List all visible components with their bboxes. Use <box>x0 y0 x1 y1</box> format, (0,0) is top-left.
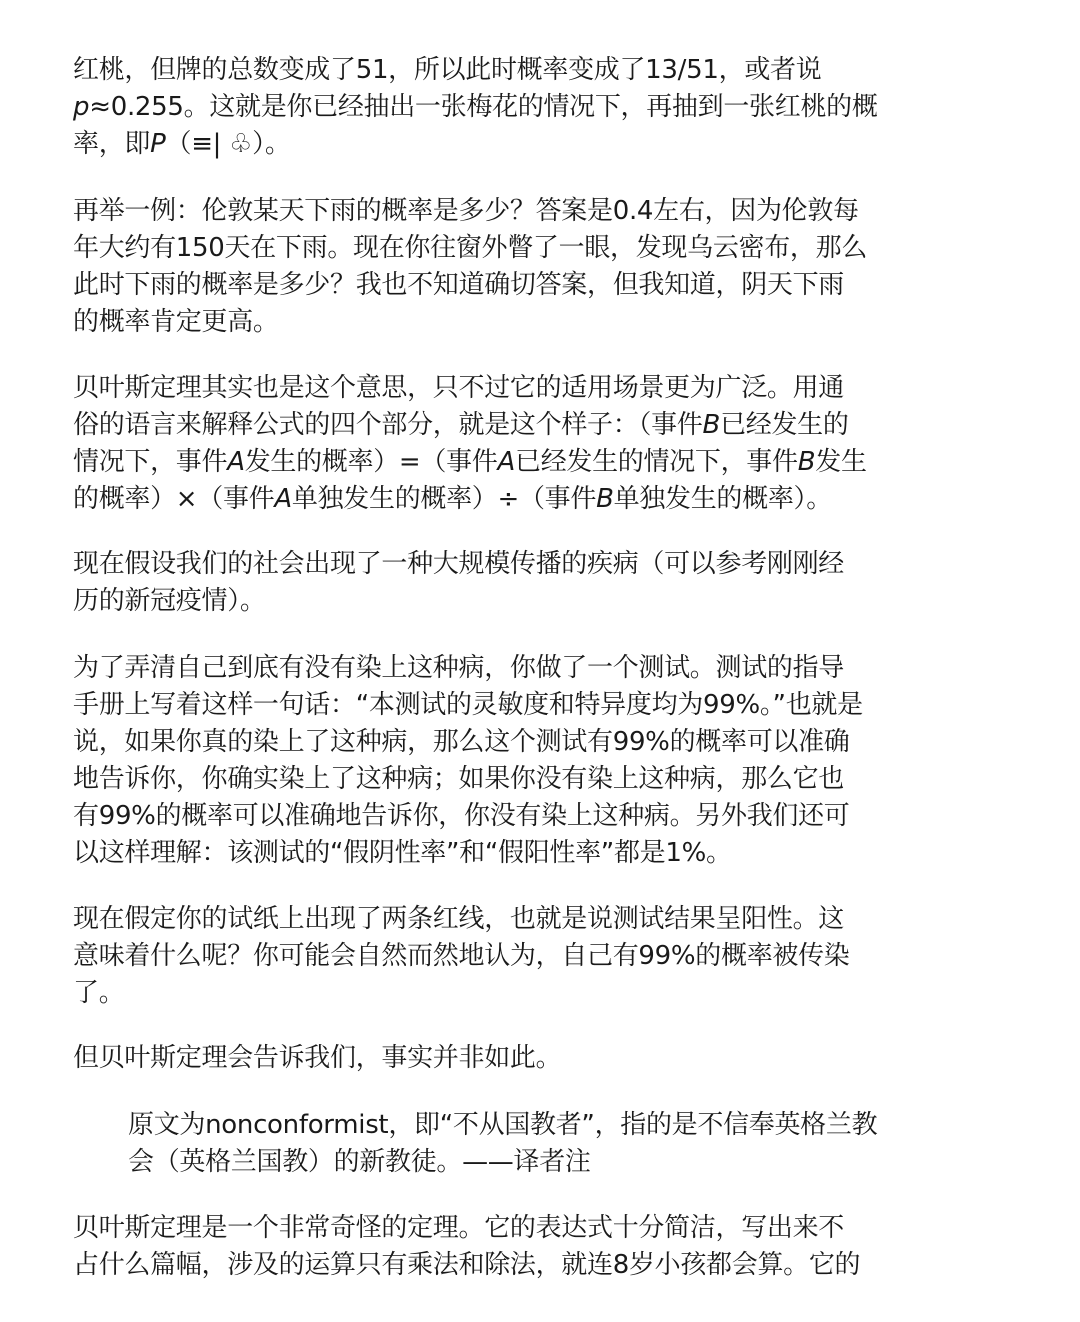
text-line: 贝叶斯定理其实也是这个意思，只不过它的适用场景更为广泛。用通 <box>73 373 845 403</box>
text-line: 现在假设我们的社会出现了一种大规模传播的疾病（可以参考刚刚经 <box>73 549 845 579</box>
text-line: 会（英格兰国教）的新教徒。——译者注 <box>128 1147 591 1177</box>
text-line: 地告诉你，你确实染上了这种病；如果你没有染上这种病，那么它也 <box>73 764 845 794</box>
variable-b: B <box>797 447 816 477</box>
variable-a: A <box>274 484 292 514</box>
text-line: 此时下雨的概率是多少？我也不知道确切答案，但我知道，阴天下雨 <box>73 270 845 300</box>
text-line: 但贝叶斯定理会告诉我们，事实并非如此。 <box>73 1043 562 1073</box>
paragraph-london-rain <box>73 193 973 341</box>
text-line: 了。 <box>73 978 125 1008</box>
text-line: 手册上写着这样一句话：“本测试的灵敏度和特异度均为99%。”也就是 <box>73 690 863 720</box>
variable-a: A <box>497 447 515 477</box>
translator-note <box>128 1107 968 1181</box>
variable-b: B <box>702 410 721 440</box>
paragraph-bayes-strange <box>73 1210 973 1284</box>
variable-a: A <box>227 447 245 477</box>
text-line: 为了弄清自己到底有没有染上这种病，你做了一个测试。测试的指导 <box>73 653 845 683</box>
text-line: 俗的语言来解释公式的四个部分，就是这个样子：（事件B已经发生的 <box>73 410 849 440</box>
text-line: 再举一例：伦敦某天下雨的概率是多少？答案是0.4左右，因为伦敦每 <box>73 196 859 226</box>
text-line: 占什么篇幅，涉及的运算只有乘法和除法，就连8岁小孩都会算。它的 <box>73 1250 861 1280</box>
paragraph-bayes-explanation <box>73 370 973 518</box>
text-line: 以这样理解：该测试的“假阴性率”和“假阳性率”都是1%。 <box>73 838 732 868</box>
text-line: 年大约有150天在下雨。现在你往窗外瞥了一眼，发现乌云密布，那么 <box>73 233 868 263</box>
paragraph-card-probability <box>73 52 973 163</box>
paragraph-test-sensitivity <box>73 650 973 872</box>
text-line: 贝叶斯定理是一个非常奇怪的定理。它的表达式十分简洁，写出来不 <box>73 1213 845 1243</box>
text-line: 的概率）×（事件A单独发生的概率）÷（事件B单独发生的概率）。 <box>73 484 832 514</box>
text-line: 有99%的概率可以准确地告诉你，你没有染上这种病。另外我们还可 <box>73 801 850 831</box>
paragraph-epidemic <box>73 546 973 620</box>
text-line: 的概率肯定更高。 <box>73 307 279 337</box>
variable-p: p <box>73 92 90 122</box>
paragraph-not-so <box>73 1040 973 1077</box>
variable-b: B <box>596 484 614 514</box>
text-line: p≈0.255。这就是你已经抽出一张梅花的情况下，再抽到一张红桃的概 <box>73 92 878 122</box>
text-line: 现在假定你的试纸上出现了两条红线，也就是说测试结果呈阳性。这 <box>73 904 845 934</box>
text-line: 情况下，事件A发生的概率）=（事件A已经发生的情况下，事件B发生 <box>73 447 867 477</box>
text-line: 率，即P（≡| ♧）。 <box>73 129 291 159</box>
text-line: 意味着什么呢？你可能会自然而然地认为，自己有99%的概率被传染 <box>73 941 850 971</box>
variable-p: P <box>150 129 166 159</box>
text-line: 红桃，但牌的总数变成了51，所以此时概率变成了13/51，或者说 <box>73 55 822 85</box>
text-line: 历的新冠疫情）。 <box>73 586 266 616</box>
paragraph-positive-result <box>73 901 973 1012</box>
text-line: 原文为nonconformist，即“不从国教者”，指的是不信奉英格兰教 <box>128 1110 878 1140</box>
text-line: 说，如果你真的染上了这种病，那么这个测试有99%的概率可以准确 <box>73 727 850 757</box>
